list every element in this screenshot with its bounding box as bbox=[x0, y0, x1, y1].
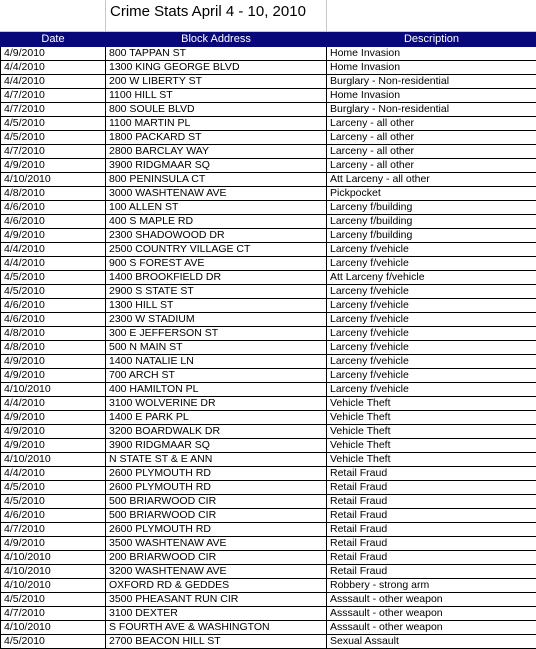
description-cell[interactable]: Asssault - other weapon bbox=[327, 593, 536, 607]
table-row bbox=[1, 481, 536, 495]
block-address-cell[interactable]: 1400 BROOKFIELD DR bbox=[106, 271, 327, 285]
date-cell[interactable]: 4/10/2010 bbox=[1, 579, 106, 593]
date-cell[interactable]: 4/9/2010 bbox=[1, 411, 106, 425]
date-cell[interactable]: 4/7/2010 bbox=[1, 607, 106, 621]
table-row bbox=[1, 229, 536, 243]
block-address-cell[interactable]: 800 TAPPAN ST bbox=[106, 47, 327, 61]
description-cell[interactable]: Larceny f/vehicle bbox=[327, 285, 536, 299]
date-cell[interactable]: 4/6/2010 bbox=[1, 201, 106, 215]
description-cell[interactable]: Larceny f/vehicle bbox=[327, 257, 536, 271]
description-cell[interactable]: Larceny - all other bbox=[327, 145, 536, 159]
table-row bbox=[1, 635, 536, 649]
description-cell[interactable]: Robbery - strong arm bbox=[327, 579, 536, 593]
description-cell[interactable]: Larceny f/vehicle bbox=[327, 327, 536, 341]
table-row bbox=[1, 537, 536, 551]
block-address-cell[interactable]: 3000 WASHTENAW AVE bbox=[106, 187, 327, 201]
description-cell[interactable]: Asssault - other weapon bbox=[327, 607, 536, 621]
description-cell[interactable]: Larceny f/vehicle bbox=[327, 299, 536, 313]
table-row bbox=[1, 425, 536, 439]
description-cell[interactable]: Larceny f/vehicle bbox=[327, 369, 536, 383]
block-address-cell[interactable]: 2600 PLYMOUTH RD bbox=[106, 481, 327, 495]
description-cell[interactable]: Larceny f/vehicle bbox=[327, 355, 536, 369]
date-cell[interactable]: 4/10/2010 bbox=[1, 383, 106, 397]
block-address-cell[interactable]: 3500 PHEASANT RUN CIR bbox=[106, 593, 327, 607]
block-address-cell[interactable]: 1300 HILL ST bbox=[106, 299, 327, 313]
block-address-cell[interactable]: 1400 E PARK PL bbox=[106, 411, 327, 425]
description-cell[interactable]: Burglary - Non-residential bbox=[327, 103, 536, 117]
table-row bbox=[1, 621, 536, 635]
table-row bbox=[1, 551, 536, 565]
block-address-cell[interactable]: 1100 MARTIN PL bbox=[106, 117, 327, 131]
table-row bbox=[1, 523, 536, 537]
date-cell[interactable]: 4/8/2010 bbox=[1, 187, 106, 201]
description-cell[interactable]: Retail Fraud bbox=[327, 565, 536, 579]
table-row bbox=[1, 439, 536, 453]
table-row bbox=[1, 397, 536, 411]
block-address-cell[interactable]: 2800 BARCLAY WAY bbox=[106, 145, 327, 159]
block-address-cell[interactable]: 1800 PACKARD ST bbox=[106, 131, 327, 145]
date-cell[interactable]: 4/10/2010 bbox=[1, 453, 106, 467]
date-cell[interactable]: 4/10/2010 bbox=[1, 621, 106, 635]
table-row bbox=[1, 285, 536, 299]
block-address-cell[interactable]: 3100 DEXTER bbox=[106, 607, 327, 621]
date-cell[interactable]: 4/4/2010 bbox=[1, 467, 106, 481]
table-row bbox=[1, 215, 536, 229]
block-address-cell[interactable]: 500 BRIARWOOD CIR bbox=[106, 509, 327, 523]
table-row bbox=[1, 453, 536, 467]
date-cell[interactable]: 4/4/2010 bbox=[1, 75, 106, 89]
date-cell[interactable]: 4/4/2010 bbox=[1, 257, 106, 271]
table-row bbox=[1, 117, 536, 131]
block-address-cell[interactable]: 800 SOULE BLVD bbox=[106, 103, 327, 117]
date-cell[interactable]: 4/7/2010 bbox=[1, 89, 106, 103]
date-cell[interactable]: 4/9/2010 bbox=[1, 369, 106, 383]
block-address-cell[interactable]: 300 E JEFFERSON ST bbox=[106, 327, 327, 341]
date-cell[interactable]: 4/6/2010 bbox=[1, 509, 106, 523]
table-row bbox=[1, 313, 536, 327]
column-header-date[interactable]: Date bbox=[1, 33, 106, 47]
block-address-cell[interactable]: 3500 WASHTENAW AVE bbox=[106, 537, 327, 551]
table-row bbox=[1, 467, 536, 481]
description-cell[interactable]: Larceny - all other bbox=[327, 159, 536, 173]
sheet-title: Crime Stats April 4 - 10, 2010 bbox=[110, 3, 306, 20]
date-cell[interactable]: 4/4/2010 bbox=[1, 243, 106, 257]
block-address-cell[interactable]: N STATE ST & E ANN bbox=[106, 453, 327, 467]
header-row bbox=[1, 33, 536, 47]
block-address-cell[interactable]: 500 BRIARWOOD CIR bbox=[106, 495, 327, 509]
table-row bbox=[1, 327, 536, 341]
date-cell[interactable]: 4/6/2010 bbox=[1, 215, 106, 229]
description-cell[interactable]: Home Invasion bbox=[327, 89, 536, 103]
date-cell[interactable]: 4/9/2010 bbox=[1, 229, 106, 243]
date-cell[interactable]: 4/5/2010 bbox=[1, 495, 106, 509]
table-row bbox=[1, 89, 536, 103]
description-cell[interactable]: Sexual Assault bbox=[327, 635, 536, 649]
date-cell[interactable]: 4/10/2010 bbox=[1, 173, 106, 187]
table-row bbox=[1, 103, 536, 117]
date-cell[interactable]: 4/7/2010 bbox=[1, 523, 106, 537]
table-row bbox=[1, 299, 536, 313]
table-row bbox=[1, 341, 536, 355]
description-cell[interactable]: Retail Fraud bbox=[327, 551, 536, 565]
description-cell[interactable]: Asssault - other weapon bbox=[327, 621, 536, 635]
description-cell[interactable]: Vehicle Theft bbox=[327, 453, 536, 467]
table-row bbox=[1, 145, 536, 159]
date-cell[interactable]: 4/5/2010 bbox=[1, 271, 106, 285]
description-cell[interactable]: Att Larceny - all other bbox=[327, 173, 536, 187]
date-cell[interactable]: 4/9/2010 bbox=[1, 159, 106, 173]
block-address-cell[interactable]: 900 S FOREST AVE bbox=[106, 257, 327, 271]
description-cell[interactable]: Larceny f/building bbox=[327, 229, 536, 243]
description-cell[interactable]: Larceny f/vehicle bbox=[327, 383, 536, 397]
date-cell[interactable]: 4/4/2010 bbox=[1, 61, 106, 75]
date-cell[interactable]: 4/9/2010 bbox=[1, 425, 106, 439]
date-cell[interactable]: 4/7/2010 bbox=[1, 145, 106, 159]
description-cell[interactable]: Vehicle Theft bbox=[327, 439, 536, 453]
block-address-cell[interactable]: 3900 RIDGMAAR SQ bbox=[106, 159, 327, 173]
description-cell[interactable]: Larceny f/building bbox=[327, 215, 536, 229]
block-address-cell[interactable]: 2500 COUNTRY VILLAGE CT bbox=[106, 243, 327, 257]
description-cell[interactable]: Larceny f/vehicle bbox=[327, 243, 536, 257]
block-address-cell[interactable]: 1100 HILL ST bbox=[106, 89, 327, 103]
date-cell[interactable]: 4/9/2010 bbox=[1, 47, 106, 61]
table-row bbox=[1, 607, 536, 621]
date-cell[interactable]: 4/9/2010 bbox=[1, 439, 106, 453]
date-cell[interactable]: 4/8/2010 bbox=[1, 327, 106, 341]
block-address-cell[interactable]: 2700 BEACON HILL ST bbox=[106, 635, 327, 649]
table-row bbox=[1, 131, 536, 145]
block-address-cell[interactable]: 1400 NATALIE LN bbox=[106, 355, 327, 369]
description-cell[interactable]: Larceny - all other bbox=[327, 131, 536, 145]
table-row bbox=[1, 75, 536, 89]
title-row bbox=[0, 0, 536, 32]
block-address-cell[interactable]: 400 HAMILTON PL bbox=[106, 383, 327, 397]
block-address-cell[interactable]: 3200 WASHTENAW AVE bbox=[106, 565, 327, 579]
table-row bbox=[1, 173, 536, 187]
date-cell[interactable]: 4/4/2010 bbox=[1, 397, 106, 411]
table-row bbox=[1, 383, 536, 397]
date-cell[interactable]: 4/5/2010 bbox=[1, 285, 106, 299]
block-address-cell[interactable]: S FOURTH AVE & WASHINGTON bbox=[106, 621, 327, 635]
description-cell[interactable]: Larceny f/vehicle bbox=[327, 341, 536, 355]
date-cell[interactable]: 4/5/2010 bbox=[1, 117, 106, 131]
block-address-cell[interactable]: 3200 BOARDWALK DR bbox=[106, 425, 327, 439]
description-cell[interactable]: Retail Fraud bbox=[327, 509, 536, 523]
description-cell[interactable]: Retail Fraud bbox=[327, 467, 536, 481]
gridline bbox=[105, 0, 106, 31]
block-address-cell[interactable]: 200 BRIARWOOD CIR bbox=[106, 551, 327, 565]
table-row bbox=[1, 187, 536, 201]
date-cell[interactable]: 4/5/2010 bbox=[1, 481, 106, 495]
table-row bbox=[1, 355, 536, 369]
date-cell[interactable]: 4/10/2010 bbox=[1, 565, 106, 579]
block-address-cell[interactable]: 3100 WOLVERINE DR bbox=[106, 397, 327, 411]
block-address-cell[interactable]: 700 ARCH ST bbox=[106, 369, 327, 383]
table-row bbox=[1, 411, 536, 425]
description-cell[interactable]: Retail Fraud bbox=[327, 523, 536, 537]
description-cell[interactable]: Larceny - all other bbox=[327, 117, 536, 131]
description-cell[interactable]: Pickpocket bbox=[327, 187, 536, 201]
description-cell[interactable]: Larceny f/building bbox=[327, 201, 536, 215]
block-address-cell[interactable]: 400 S MAPLE RD bbox=[106, 215, 327, 229]
block-address-cell[interactable]: 2600 PLYMOUTH RD bbox=[106, 467, 327, 481]
block-address-cell[interactable]: 100 ALLEN ST bbox=[106, 201, 327, 215]
block-address-cell[interactable]: 800 PENINSULA CT bbox=[106, 173, 327, 187]
table-row bbox=[1, 509, 536, 523]
table-row bbox=[1, 47, 536, 61]
date-cell[interactable]: 4/5/2010 bbox=[1, 131, 106, 145]
block-address-cell[interactable]: 500 N MAIN ST bbox=[106, 341, 327, 355]
date-cell[interactable]: 4/8/2010 bbox=[1, 341, 106, 355]
date-cell[interactable]: 4/9/2010 bbox=[1, 355, 106, 369]
date-cell[interactable]: 4/10/2010 bbox=[1, 551, 106, 565]
crime-stats-table bbox=[0, 32, 536, 649]
description-cell[interactable]: Att Larceny f/vehicle bbox=[327, 271, 536, 285]
description-cell[interactable]: Home Invasion bbox=[327, 61, 536, 75]
column-header-block-address[interactable]: Block Address bbox=[106, 33, 327, 47]
description-cell[interactable]: Larceny f/vehicle bbox=[327, 313, 536, 327]
gridline bbox=[326, 0, 327, 31]
description-cell[interactable]: Home Invasion bbox=[327, 47, 536, 61]
table-row bbox=[1, 243, 536, 257]
block-address-cell[interactable]: 2300 W STADIUM bbox=[106, 313, 327, 327]
table-row bbox=[1, 565, 536, 579]
table-row bbox=[1, 61, 536, 75]
block-address-cell[interactable]: 1300 KING GEORGE BLVD bbox=[106, 61, 327, 75]
table-row bbox=[1, 369, 536, 383]
description-cell[interactable]: Retail Fraud bbox=[327, 495, 536, 509]
block-address-cell[interactable]: OXFORD RD & GEDDES bbox=[106, 579, 327, 593]
date-cell[interactable]: 4/7/2010 bbox=[1, 103, 106, 117]
block-address-cell[interactable]: 2600 PLYMOUTH RD bbox=[106, 523, 327, 537]
date-cell[interactable]: 4/9/2010 bbox=[1, 537, 106, 551]
table-row bbox=[1, 159, 536, 173]
date-cell[interactable]: 4/5/2010 bbox=[1, 593, 106, 607]
date-cell[interactable]: 4/6/2010 bbox=[1, 299, 106, 313]
block-address-cell[interactable]: 2900 S STATE ST bbox=[106, 285, 327, 299]
description-cell[interactable]: Retail Fraud bbox=[327, 537, 536, 551]
description-cell[interactable]: Vehicle Theft bbox=[327, 411, 536, 425]
description-cell[interactable]: Retail Fraud bbox=[327, 481, 536, 495]
date-cell[interactable]: 4/5/2010 bbox=[1, 635, 106, 649]
column-header-description[interactable]: Description bbox=[327, 33, 536, 47]
table-row bbox=[1, 593, 536, 607]
table-body bbox=[1, 47, 536, 649]
table-row bbox=[1, 201, 536, 215]
block-address-cell[interactable]: 200 W LIBERTY ST bbox=[106, 75, 327, 89]
description-cell[interactable]: Vehicle Theft bbox=[327, 397, 536, 411]
block-address-cell[interactable]: 3900 RIDGMAAR SQ bbox=[106, 439, 327, 453]
description-cell[interactable]: Burglary - Non-residential bbox=[327, 75, 536, 89]
table-row bbox=[1, 579, 536, 593]
block-address-cell[interactable]: 2300 SHADOWOOD DR bbox=[106, 229, 327, 243]
table-row bbox=[1, 271, 536, 285]
table-row bbox=[1, 495, 536, 509]
description-cell[interactable]: Vehicle Theft bbox=[327, 425, 536, 439]
table-row bbox=[1, 257, 536, 271]
date-cell[interactable]: 4/6/2010 bbox=[1, 313, 106, 327]
